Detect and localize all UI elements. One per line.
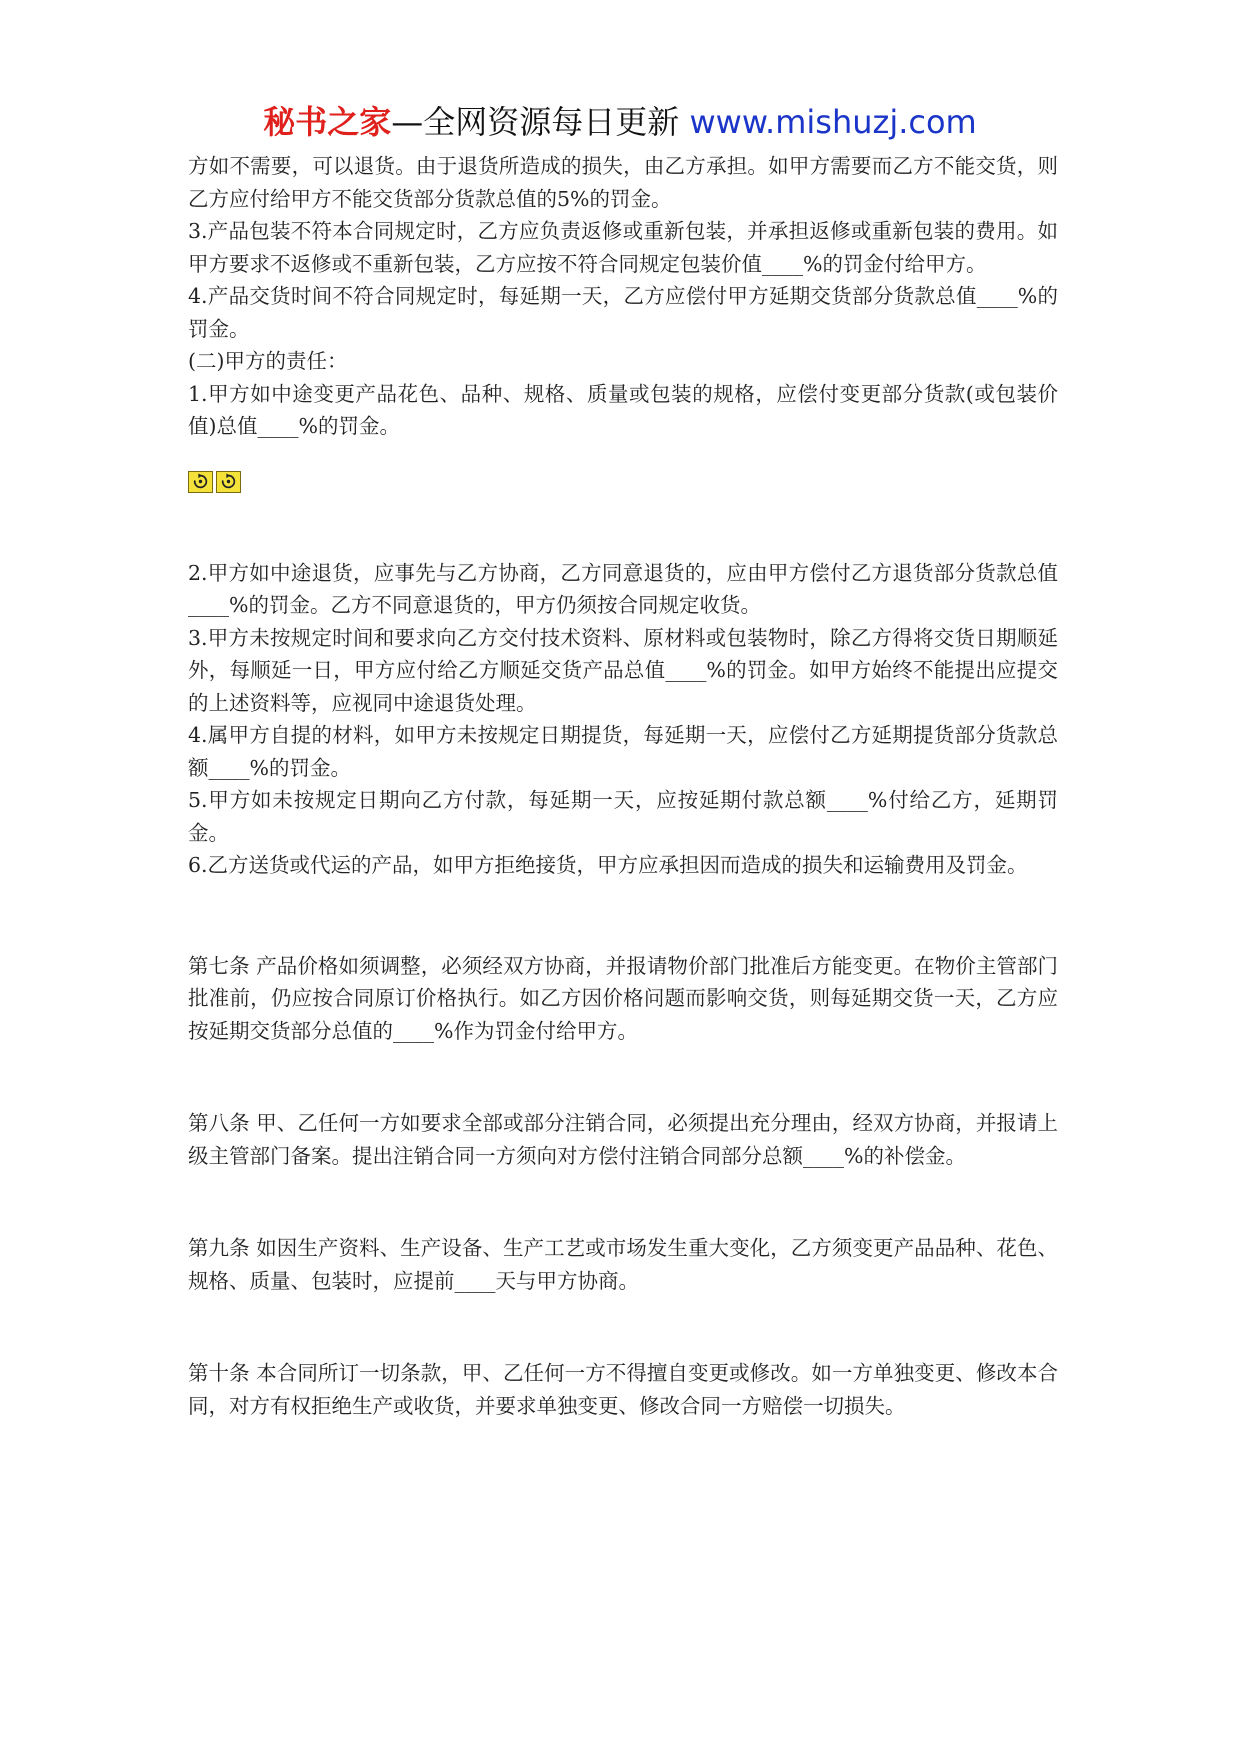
- site-slogan: —全网资源每日更新: [391, 103, 680, 141]
- paragraph-party-a-refuse: 6.乙方送货或代运的产品，如甲方拒绝接货，甲方应承担因而造成的损失和运输费用及罚金。: [188, 853, 1028, 877]
- paragraph-party-a-change: 1.甲方如中途变更产品花色、品种、规格、质量或包装的规格，应偿付变更部分货款(或包装价值)总值____%的罚金。: [188, 381, 1058, 438]
- paragraph-party-a-return: 2.甲方如中途退货，应事先与乙方协商，乙方同意退货的，应由甲方偿付乙方退货部分货款总值____%的罚金。乙方不同意退货的，甲方仍须按合同规定收货。: [188, 560, 1058, 617]
- refresh-icon: [216, 471, 241, 493]
- site-banner: [0, 100, 1240, 144]
- section-heading-party-a: (二)甲方的责任：: [188, 349, 348, 373]
- paragraph-return-goods: 方如不需要，可以退货。由于退货所造成的损失，由乙方承担。如甲方需要而乙方不能交货，则乙方应付给甲方不能交货部分货款总值的5%的罚金。: [188, 154, 1058, 211]
- document-body: [188, 150, 1058, 1422]
- paragraph-party-a-pickup: 4.属甲方自提的材料，如甲方未按规定日期提货，每延期一天，应偿付乙方延期提货部分货款总额____%的罚金。: [188, 723, 1058, 780]
- paragraph-party-a-materials: 3.甲方未按规定时间和要求向乙方交付技术资料、原材料或包装物时，除乙方得将交货日期顺延外，每顺延一日，甲方应付给乙方顺延交货产品总值____%的罚金。如甲方始终不能提出应提交的上述资料等，应视同中途退货处理。: [188, 625, 1058, 715]
- article-8: 第八条 甲、乙任何一方如要求全部或部分注销合同，必须提出充分理由，经双方协商，并报请上级主管部门备案。提出注销合同一方须向对方偿付注销合同部分总额____%的补偿金。: [188, 1111, 1058, 1168]
- article-10: 第十条 本合同所订一切条款，甲、乙任何一方不得擅自变更或修改。如一方单独变更、修改本合同，对方有权拒绝生产或收货，并要求单独变更、修改合同一方赔偿一切损失。: [188, 1361, 1058, 1418]
- article-9: 第九条 如因生产资料、生产设备、生产工艺或市场发生重大变化，乙方须变更产品品种、花色、规格、质量、包装时，应提前____天与甲方协商。: [188, 1236, 1058, 1293]
- refresh-icon: [188, 471, 213, 493]
- paragraph-packaging-penalty: 3.产品包装不符本合同规定时，乙方应负责返修或重新包装，并承担返修或重新包装的费用。如甲方要求不返修或不重新包装，乙方应按不符合同规定包装价值____%的罚金付给甲方。: [188, 219, 1058, 276]
- paragraph-party-a-payment: 5.甲方如未按规定日期向乙方付款，每延期一天，应按延期付款总额____%付给乙方，延期罚金。: [188, 788, 1058, 845]
- site-url-link[interactable]: www.mishuzj.com: [689, 103, 977, 141]
- paragraph-delivery-delay: 4.产品交货时间不符合同规定时，每延期一天，乙方应偿付甲方延期交货部分货款总值____%的罚金。: [188, 284, 1058, 341]
- embedded-icon-group: [188, 471, 1058, 495]
- site-brand: 秘书之家: [263, 103, 392, 141]
- article-7: 第七条 产品价格如须调整，必须经双方协商，并报请物价部门批准后方能变更。在物价主管部门批准前，仍应按合同原订价格执行。如乙方因价格问题而影响交货，则每延期交货一天，乙方应按延期交货部分总值的____%作为罚金付给甲方。: [188, 953, 1058, 1043]
